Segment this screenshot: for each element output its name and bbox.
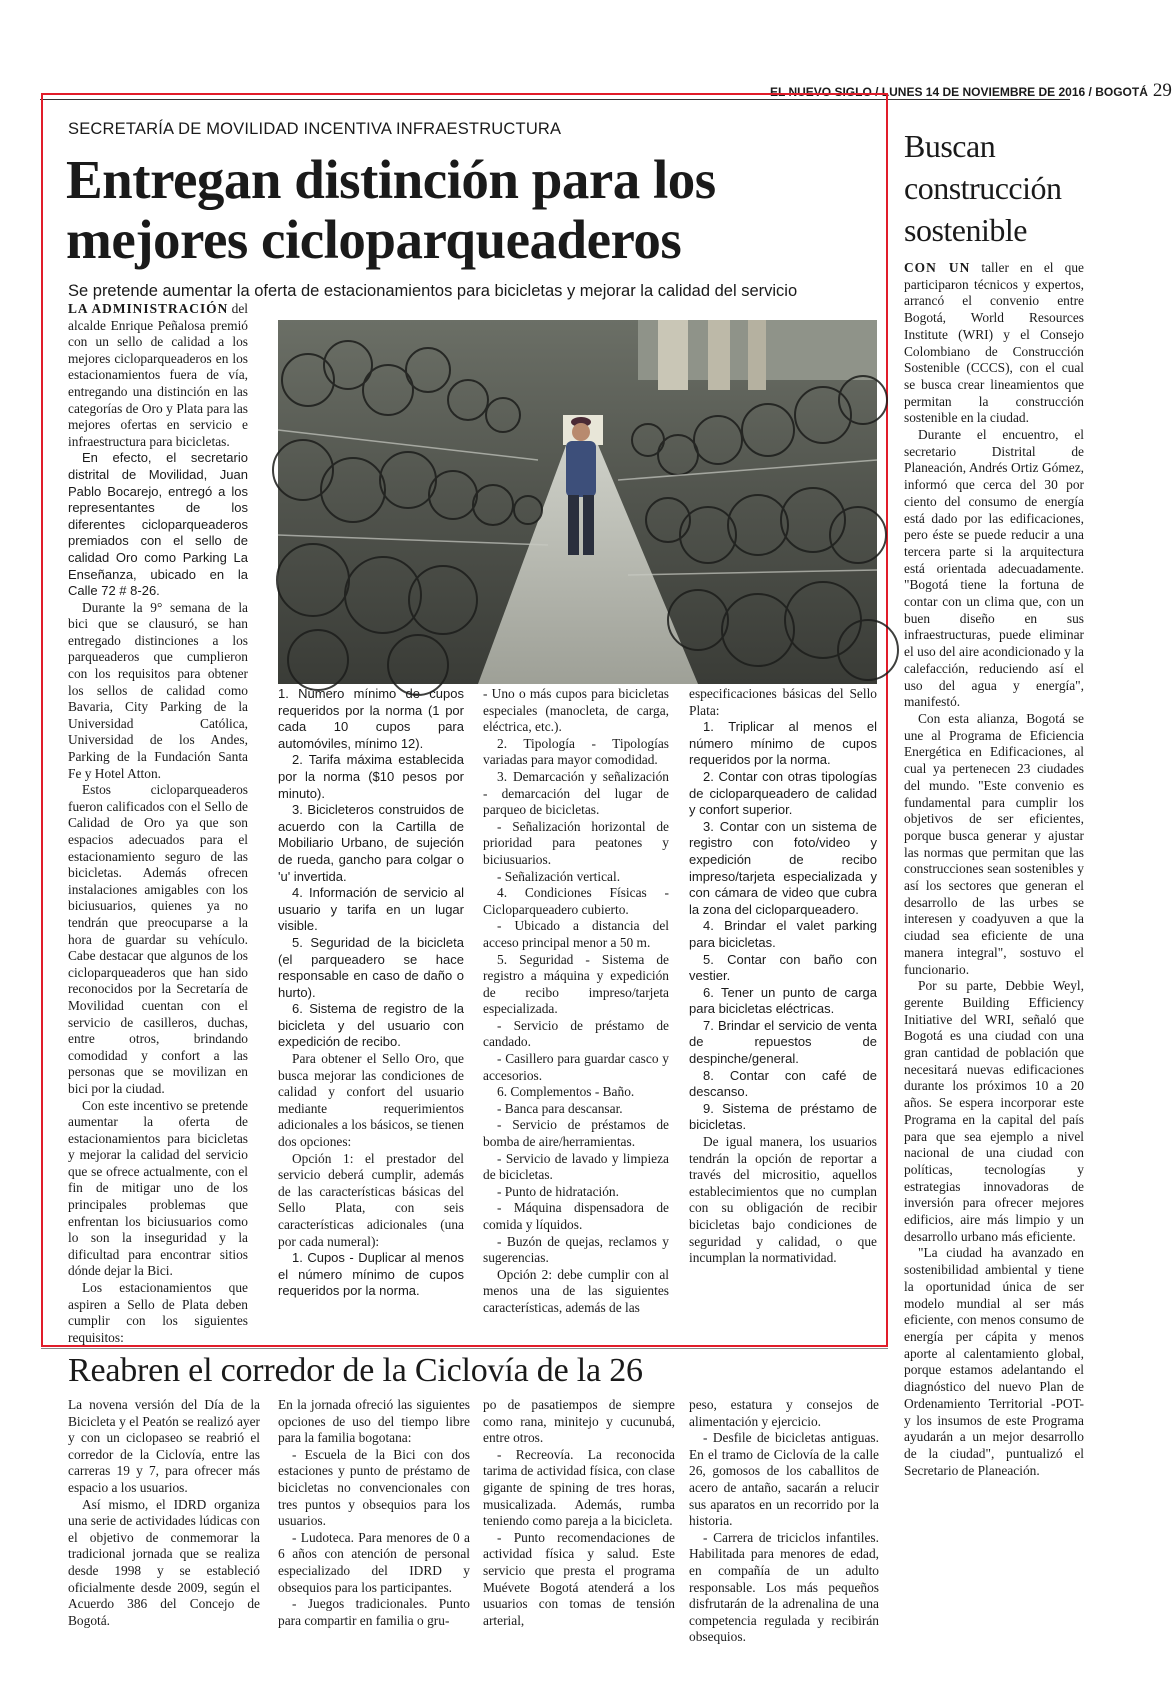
bottom-headline: Reabren el corredor de la Ciclovía de la 26 <box>68 1352 643 1389</box>
article-column-3 <box>483 686 669 1317</box>
bottom-column-2 <box>278 1397 470 1629</box>
paragraph <box>483 1101 669 1118</box>
sidebar-title-line-1: Buscan <box>904 128 996 164</box>
article-deck: Se pretende aumentar la oferta de estacionamientos para bicicletas y mejorar la calidad del servicio <box>68 282 798 300</box>
paragraph <box>483 736 669 769</box>
paragraph-text: "La ciudad ha avanzado en sostenibilidad ambiental y tiene la oportunidad única de ser modelo mundial al ser más eficiente, con menos consumo de energía per cápita y menos aporte al calentamiento global, porque estamos adelantando el diagnóstico del nuevo Plan de Ordenamiento Territorial -POT- y los insumos de este Programa ayudarán a un mejor desarrollo de la ciudad", puntualizó el Secretario de Planeación. <box>904 1245 1084 1478</box>
paragraph <box>483 1184 669 1201</box>
paragraph <box>689 719 877 769</box>
paragraph-text: 5. Seguridad - Sistema de registro a máquina y expedición de recibo impreso/tarjeta especializada. <box>483 951 669 1017</box>
paragraph-text: - Servicio de lavado y limpieza de bicicletas. <box>483 1150 669 1183</box>
paragraph <box>689 952 877 985</box>
paragraph-text: 4. Información de servicio al usuario y tarifa en un lugar visible. <box>278 885 464 934</box>
paragraph-text: - Servicio de préstamos de bomba de aire/herramientas. <box>483 1117 669 1150</box>
paragraph-text: 2. Contar con otras tipologías de cicloparqueadero de calidad y confort superior. <box>689 768 877 818</box>
sidebar-column <box>904 260 1084 1479</box>
paragraph <box>68 600 248 783</box>
paragraph-text: del alcalde Enrique Peñalosa premió con un sello de calidad a los mejores cicloparqueaderos en los estacionamientos fuera de vía, entregando una distinción en las categorías de Oro y Plata para las mejores ofertas en servicio e infraestructura para bicicletas. <box>68 301 248 449</box>
paragraph <box>278 1151 464 1251</box>
paragraph <box>278 1250 464 1300</box>
paragraph-text: - Punto de hidratación. <box>497 1183 619 1199</box>
paragraph-text: 1. Triplicar al menos el número mínimo de cupos requeridos por la norma. <box>689 719 877 768</box>
paragraph-text: 3. Bicicleteros construidos de acuerdo con la Cartilla de Mobiliario Urbano, de sujeción de rueda, gancho para colgar o 'u' invertida. <box>278 802 464 884</box>
paragraph-text: - Uno o más cupos para bicicletas especiales (manocleta, de carga, eléctrica, etc.). <box>483 686 669 735</box>
paragraph <box>483 885 669 918</box>
paragraph <box>68 1497 260 1630</box>
paragraph-text: 5. Contar con baño con vestier. <box>689 951 877 984</box>
headline-line-1: Entregan distinción para los <box>66 149 716 210</box>
article-kicker: SECRETARÍA DE MOVILIDAD INCENTIVA INFRAESTRUCTURA <box>68 120 562 138</box>
article-column-2 <box>278 686 464 1300</box>
paragraph <box>483 1051 669 1084</box>
article-column-1 <box>68 301 248 1346</box>
paragraph-text: - Casillero para guardar casco y accesorios. <box>483 1051 669 1083</box>
paragraph-text: - Juegos tradicionales. Punto para compartir en familia o gru- <box>278 1596 470 1628</box>
paragraph <box>68 782 248 1097</box>
paragraph-text: - Recreovía. La reconocida tarima de actividad física, con clase gigante de spining de tres horas, musicalizada. Además, rumba teniendo como pareja a la bicicleta. <box>483 1446 675 1529</box>
paragraph <box>278 686 464 752</box>
paragraph <box>689 1068 877 1101</box>
paragraph <box>904 260 1084 427</box>
paragraph-text: De igual manera, los usuarios tendrán la opción de reportar a través del micrositio, aquellos establecimientos que no cumplan con su obligación de recibir bicicletas bajo condiciones de seguridad y calidad, o que incumplan la normatividad. <box>689 1134 877 1266</box>
paragraph-text: En la jornada ofreció las siguientes opciones de uso del tiempo libre para la familia bogotana: <box>278 1397 470 1446</box>
paragraph-text: - Ludoteca. Para menores de 0 a 6 años con atención de personal especializado del IDRD y obsequios para los participantes. <box>278 1529 470 1595</box>
paragraph-text: taller en el que participaron técnicos y expertos, arrancó el convenio entre Bogotá, World Resources Institute (WRI) y el Consejo Colombiano de Construcción Sostenible (CCCS), con el cual se busca crear lineamientos que permitan la construcción sostenible en la ciudad. <box>904 260 1084 426</box>
paragraph-text: La novena versión del Día de la Bicicleta y el Peatón se realizó ayer y con un ciclopaseo se reabrió el corredor de la Ciclovía, entre las carreras 19 y 7, para ofrecer más espacio a los usuarios. <box>68 1397 260 1495</box>
paragraph <box>278 935 464 1001</box>
paragraph-text: - Punto recomendaciones de actividad física y salud. Este servicio que presta el programa Muévete Bogotá atenderá a los usuarios con tomas de tensión arterial, <box>483 1529 675 1628</box>
sidebar-title <box>904 125 1089 251</box>
paragraph <box>904 427 1084 711</box>
paragraph <box>483 1267 669 1317</box>
paragraph-text: Para obtener el Sello Oro, que busca mejorar las condiciones de calidad y confort del usuario mediante requerimientos adicionales a los básicos, se tienen dos opciones: <box>278 1051 464 1150</box>
page-number: 29 <box>1152 80 1172 101</box>
paragraph <box>689 1530 879 1646</box>
paragraph <box>483 1397 675 1447</box>
paragraph <box>689 918 877 951</box>
paragraph-text: 4. Brindar el valet parking para bicicletas. <box>689 918 877 950</box>
paragraph <box>483 1447 675 1530</box>
paragraph-text: 8. Contar con café de descanso. <box>689 1067 877 1100</box>
paragraph <box>904 711 1084 978</box>
bottom-column-4 <box>689 1397 879 1646</box>
paragraph-text: Durante la 9° semana de la bici que se clausuró, se han entregado distinciones a los parqueaderos que cumplieron con los requisitos para obtener los sellos de calidad como Bavaria, City Parking de la Universidad Católica, Universidad de los Andes, Parking de la Fundación Santa Fe y Hotel Atton. <box>68 599 248 781</box>
paragraph <box>689 1134 877 1267</box>
paragraph <box>689 1430 879 1530</box>
paragraph-text: Con este incentivo se pretende aumentar la oferta de estacionamientos para bicicletas y mejorar la calidad del servicio que se ofrece actualmente, con el fin de mitigar uno de los principales problemas que enfrentan los biciusuarios como lo son la inseguridad y la dificultad para encontrar sitios dónde dejar la Bici. <box>68 1097 248 1279</box>
paragraph <box>689 985 877 1018</box>
paragraph-text: - Señalización horizontal de prioridad para peatones y biciusuarios. <box>483 818 669 867</box>
paragraph <box>483 869 669 886</box>
paragraph-text: 2. Tarifa máxima establecida por la norma ($10 pesos por minuto). <box>278 752 464 801</box>
paragraph-text: 3. Demarcación y señalización - demarcación del lugar de parqueo de bicicletas. <box>483 768 669 818</box>
paragraph-text: po de pasatiempos de siempre como rana, minitejo y cucunubá, entre otros. <box>483 1397 675 1446</box>
paragraph-text: 3. Contar con un sistema de registro con foto/video y expedición de recibo impreso/tarjeta especializada y con cámara de video que cubra la zona del cicloparqueadero. <box>689 818 877 917</box>
paragraph-text: Con esta alianza, Bogotá se une al Programa de Eficiencia Energética en Edificaciones, al cual ya pertenecen 23 ciudades del mundo. "Este convenio es fundamental para cumplir los objetivos de ser eficientes, porque busca generar y ajustar las normas que permitan que las construcciones sean sostenibles y así los sectores que generan el desarrollo de las urbes se interesen y coadyuven a que la ciudad sea eficiente de una manera integral", sostuvo el funcionario. <box>904 710 1084 977</box>
paragraph <box>483 819 669 869</box>
article-column-4 <box>689 686 877 1267</box>
paragraph-text: 5. Seguridad de la bicicleta (el parqueadero se hace responsable en caso de daño o hurto). <box>278 934 464 1000</box>
paragraph-text: - Buzón de quejas, reclamos y sugerencias. <box>483 1233 669 1266</box>
paragraph-text: especificaciones básicas del Sello Plata: <box>689 686 877 718</box>
paragraph-text: 1. Cupos - Duplicar al menos el número mínimo de cupos requeridos por la norma. <box>278 1250 464 1299</box>
sidebar-title-line-3: sostenible <box>904 212 1027 248</box>
paragraph <box>483 918 669 951</box>
paragraph-text: Estos cicloparqueaderos fueron calificados con el Sello de Calidad de Oro ya que son espacios adecuados para el estacionamiento seguro de las bicicletas. Además ofrecen instalaciones amigables con los biciusuarios, quienes ya no tendrán que preocuparse a la hora de guardar su vehículo. Cabe destacar que algunos de los cicloparqueaderos que han sido reconocidos por la Secretaría de Movilidad cuentan con el servicio de casilleros, duchas, entre otros, brindando comodidad y confort a las personas que se movilizan en bici por la ciudad. <box>68 782 248 1096</box>
paragraph <box>278 1447 470 1530</box>
paragraph <box>689 1101 877 1134</box>
paragraph <box>68 1397 260 1497</box>
bicycle-parking-illustration <box>278 320 877 684</box>
lead-in: CON UN <box>904 260 971 275</box>
paragraph <box>904 1245 1084 1479</box>
paragraph <box>278 752 464 802</box>
paragraph-text: Durante el encuentro, el secretario Distrital de Planeación, Andrés Ortiz Gómez, informó que cerca del 30 por ciento del consumo de energía está dado por las edificaciones, pero éste se puede reducir a una tercera parte si la arquitectura está orientada adecuadamente. "Bogotá tiene la fortuna de contar con un clima que, con un buen diseño en sus infraestructuras, puede eliminar el uso del aire acondicionado y la calefacción, reduciendo así el uso del agua y energía", manifestó. <box>904 427 1084 710</box>
paragraph <box>483 1200 669 1233</box>
paragraph-text: Así mismo, el IDRD organiza una serie de actividades lúdicas con el objetivo de conmemorar la tradicional jornada que se realiza desde 1998 y se estableció oficialmente desde 2009, según el Acuerdo 386 del Concejo de Bogotá. <box>68 1496 260 1628</box>
bottom-column-3 <box>483 1397 675 1629</box>
lead-in: LA ADMINISTRACIÓN <box>68 301 229 316</box>
paragraph <box>483 952 669 1018</box>
paragraph-text: 6. Tener un punto de carga para bicicletas eléctricas. <box>689 984 877 1017</box>
paragraph <box>483 1151 669 1184</box>
paragraph-text: 1. Número mínimo de cupos requeridos por la norma (1 por cada 10 cupos para automóviles, mínimo 12). <box>278 686 464 751</box>
paragraph-text: - Carrera de triciclos infantiles. Habilitada para menores de edad, en compañía de un adulto responsable. Los más pequeños disfrutarán de la adrenalina de una competencia regulada y recibirán obsequios. <box>689 1529 879 1645</box>
paragraph <box>689 1397 879 1430</box>
paragraph <box>483 1018 669 1051</box>
paragraph <box>904 978 1084 1245</box>
paragraph-text: - Banca para descansar. <box>497 1100 623 1116</box>
paragraph-text: 4. Condiciones Físicas - Cicloparqueadero cubierto. <box>483 885 669 917</box>
article-headline <box>66 150 866 270</box>
paragraph-text: - Escuela de la Bici con dos estaciones y punto de préstamo de bicicletas no convencionales con tres puntos y obsequios para los usuarios. <box>278 1446 470 1529</box>
paragraph-text: Por su parte, Debbie Weyl, gerente Building Efficiency Initiative del WRI, señaló que Bogotá es una ciudad con una gran cantidad de población que necesitará nuevas edificaciones durante los próximos 10 a 20 años. Se espera incorporar este Programa en la capital del país para que sea ejemplo a nivel nacional de una ciudad con políticas, tecnologías y estrategias innovadoras de inversión para ofrecer mejores edificios, aire más limpio y un desarrollo urbano más eficiente. <box>904 978 1084 1244</box>
headline-line-2: mejores cicloparqueaderos <box>66 209 682 270</box>
masthead-text: EL NUEVO SIGLO / LUNES 14 DE NOVIEMBRE DE 2016 / BOGOTÁ <box>770 85 1148 99</box>
paragraph <box>689 819 877 919</box>
paragraph-text: 7. Brindar el servicio de venta de repuestos de despinche/general. <box>689 1017 877 1067</box>
paragraph <box>278 1397 470 1447</box>
paragraph-text: Opción 2: debe cumplir con al menos una de las siguientes características, además de las <box>483 1266 669 1315</box>
paragraph <box>483 769 669 819</box>
bottom-column-1 <box>68 1397 260 1629</box>
paragraph-text: - Señalización vertical. <box>497 868 621 884</box>
paragraph <box>483 1234 669 1267</box>
paragraph <box>68 1098 248 1281</box>
paragraph <box>483 1084 669 1101</box>
paragraph <box>278 802 464 885</box>
paragraph <box>689 686 877 719</box>
paragraph-text: - Ubicado a distancia del acceso principal menor a 50 m. <box>483 918 669 950</box>
paragraph <box>483 1530 675 1630</box>
paragraph-text: peso, estatura y consejos de alimentación y ejercicio. <box>689 1397 879 1429</box>
paragraph-text: 6. Sistema de registro de la bicicleta y del usuario con expedición de recibo. <box>278 1001 464 1050</box>
paragraph-text: - Servicio de préstamo de candado. <box>483 1017 669 1050</box>
paragraph <box>278 1051 464 1151</box>
paragraph <box>483 1117 669 1150</box>
paragraph <box>689 769 877 819</box>
paragraph-text: Opción 1: el prestador del servicio deberá cumplir, además de las características básicas del Sello Plata, con seis características adicionales (una por cada numeral): <box>278 1150 464 1249</box>
paragraph <box>278 1596 470 1629</box>
paragraph-text: - Máquina dispensadora de comida y líquidos. <box>483 1200 669 1232</box>
paragraph <box>278 1001 464 1051</box>
section-rule <box>41 1348 888 1349</box>
paragraph-text: 9. Sistema de préstamo de bicicletas. <box>689 1100 877 1133</box>
paragraph <box>68 1280 248 1346</box>
paragraph-text: En efecto, el secretario distrital de Movilidad, Juan Pablo Bocarejo, entregó a los representantes de los diferentes cicloparqueaderos premiados con el sello de calidad Oro como Parking La Enseñanza, ubicado en la Calle 72 # 8-26. <box>68 450 248 599</box>
bicycle-parking-photo <box>278 320 877 684</box>
paragraph <box>483 686 669 736</box>
paragraph-text: - Desfile de bicicletas antiguas. En el tramo de Ciclovía de la calle 26, gomosos de los caballitos de acero de antaño, sacarán a relucir sus aparatos en un recorrido por la historia. <box>689 1430 879 1529</box>
paragraph-text: 6. Complementos - Baño. <box>497 1084 635 1100</box>
paragraph <box>68 450 248 599</box>
paragraph-text: Los estacionamientos que aspiren a Sello de Plata deben cumplir con los siguientes requisitos: <box>68 1280 248 1345</box>
paragraph <box>68 301 248 450</box>
paragraph <box>278 1530 470 1596</box>
sidebar-title-line-2: construcción <box>904 170 1062 206</box>
paragraph <box>278 885 464 935</box>
paragraph-text: 2. Tipología - Tipologías variadas para mayor comodidad. <box>483 735 669 768</box>
paragraph <box>689 1018 877 1068</box>
